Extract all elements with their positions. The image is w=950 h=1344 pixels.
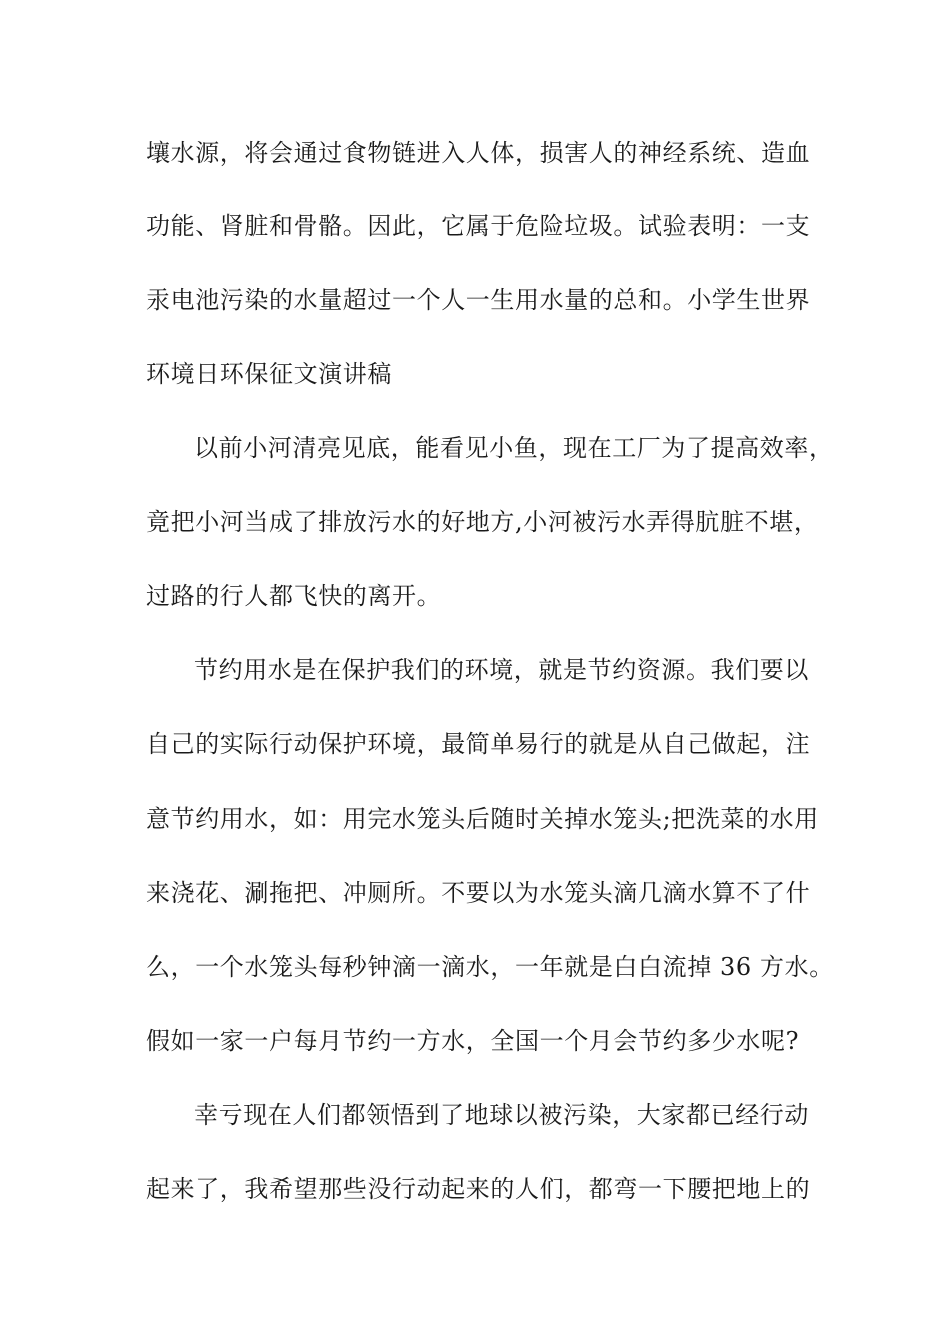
- text-line: 汞电池污染的水量超过一个人一生用水量的总和。小学生世界: [146, 286, 811, 314]
- text-line: 么，一个水笼头每秒钟滴一滴水，一年就是白白流掉 36 方水。: [146, 953, 834, 981]
- text-line: 环境日环保征文演讲稿: [146, 360, 392, 388]
- text-line: 自己的实际行动保护环境，最简单易行的就是从自己做起，注: [146, 730, 811, 758]
- paragraph-first-line: 幸亏现在人们都领悟到了地球以被污染，大家都已经行动: [194, 1101, 809, 1129]
- text-line: 功能、肾脏和骨骼。因此，它属于危险垃圾。试验表明：一支: [146, 212, 811, 240]
- text-line: 假如一家一户每月节约一方水，全国一个月会节约多少水呢?: [146, 1027, 800, 1055]
- text-line: 过路的行人都飞快的离开。: [146, 582, 442, 610]
- text-line: 竟把小河当成了排放污水的好地方,小河被污水弄得肮脏不堪，: [146, 508, 819, 536]
- text-line: 起来了，我希望那些没行动起来的人们，都弯一下腰把地上的: [146, 1175, 811, 1203]
- paragraph-first-line: 节约用水是在保护我们的环境，就是节约资源。我们要以: [194, 656, 809, 684]
- text-line: 意节约用水，如：用完水笼头后随时关掉水笼头;把洗菜的水用: [146, 805, 819, 833]
- text-line: 来浇花、涮拖把、冲厕所。不要以为水笼头滴几滴水算不了什: [146, 879, 811, 907]
- text-line: 壤水源，将会通过食物链进入人体，损害人的神经系统、造血: [146, 139, 811, 167]
- paragraph-first-line: 以前小河清亮见底，能看见小鱼，现在工厂为了提高效率，: [194, 434, 834, 462]
